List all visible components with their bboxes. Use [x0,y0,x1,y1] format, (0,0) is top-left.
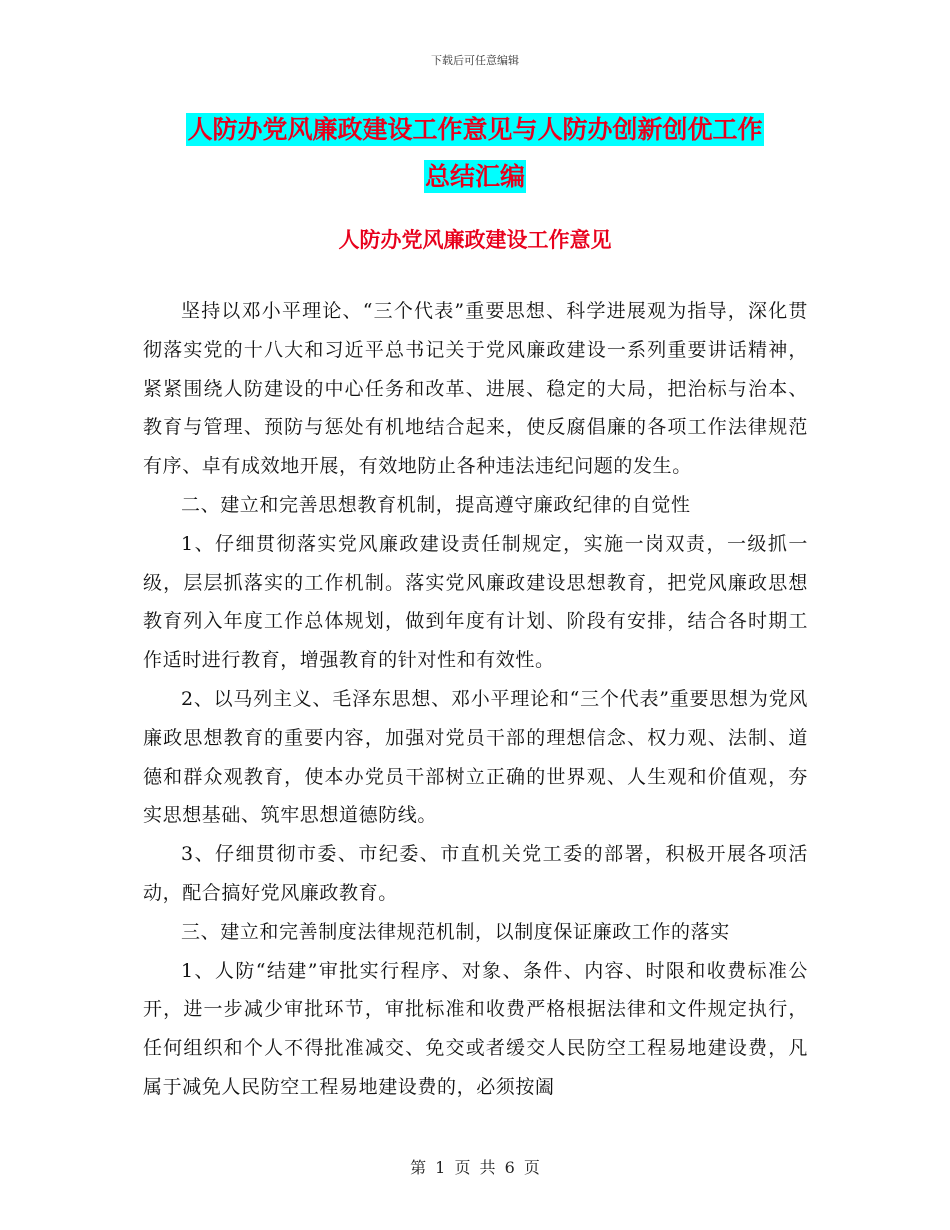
paragraph-item-2-1: 1、仔细贯彻落实党风廉政建设责任制规定，实施一岗双责，一级抓一级，层层抓落实的工作机制。落实党风廉政建设思想教育，把党风廉政思想教育列入年度工作总体规划，做到年度有计划、阶段有安排，结合各时期工作适时进行教育，增强教育的针对性和有效性。 [143,532,808,672]
page-footer: 第 1 页 共 6 页 [410,1158,540,1177]
paragraph-item-2-3: 3、仔细贯彻市委、市纪委、市直机关党工委的部署，积极开展各项活动，配合搞好党风廉政教育。 [143,843,808,904]
paragraph-item-2-2: 2、以马列主义、毛泽东思想、邓小平理论和“三个代表”重要思想为党风廉政思想教育的重要内容，加强对党员干部的理想信念、权力观、法制、道德和群众观教育，使本办党员干部树立正确的世界观、人生观和价值观，夯实思想基础、筑牢思想道德防线。 [143,687,808,827]
document-body [143,292,808,1107]
heading-section-2: 二、建立和完善思想教育机制，提高遵守廉政纪律的自觉性 [181,493,691,516]
document-title-line-2: 总结汇编 [424,162,525,191]
heading-section-3: 三、建立和完善制度法律规范机制，以制度保证廉政工作的落实 [181,920,730,943]
paragraph-intro: 坚持以邓小平理论、“三个代表”重要思想、科学进展观为指导，深化贯彻落实党的十八大和习近平总书记关于党风廉政建设一系列重要讲话精神，紧紧围绕人防建设的中心任务和改革、进展、稳定的大局，把治标与治本、教育与管理、预防与惩处有机地结合起来，使反腐倡廉的各项工作法律规范有序、卓有成效地开展，有效地防止各种违法违纪问题的发生。 [143,300,808,478]
document-title [0,106,950,200]
document-title-line-1: 人防办党风廉政建设工作意见与人防办创新创优工作 [187,115,763,144]
header-note: 下载后可任意编辑 [431,54,519,67]
section-title: 人防办党风廉政建设工作意见 [338,228,612,252]
paragraph-item-3-1: 1、人防“结建”审批实行程序、对象、条件、内容、时限和收费标准公开，进一步减少审批环节，审批标准和收费严格根据法律和文件规定执行，任何组织和个人不得批准减交、免交或者缓交人民防空工程易地建设费，凡属于减免人民防空工程易地建设费的，必须按阖 [143,959,808,1098]
